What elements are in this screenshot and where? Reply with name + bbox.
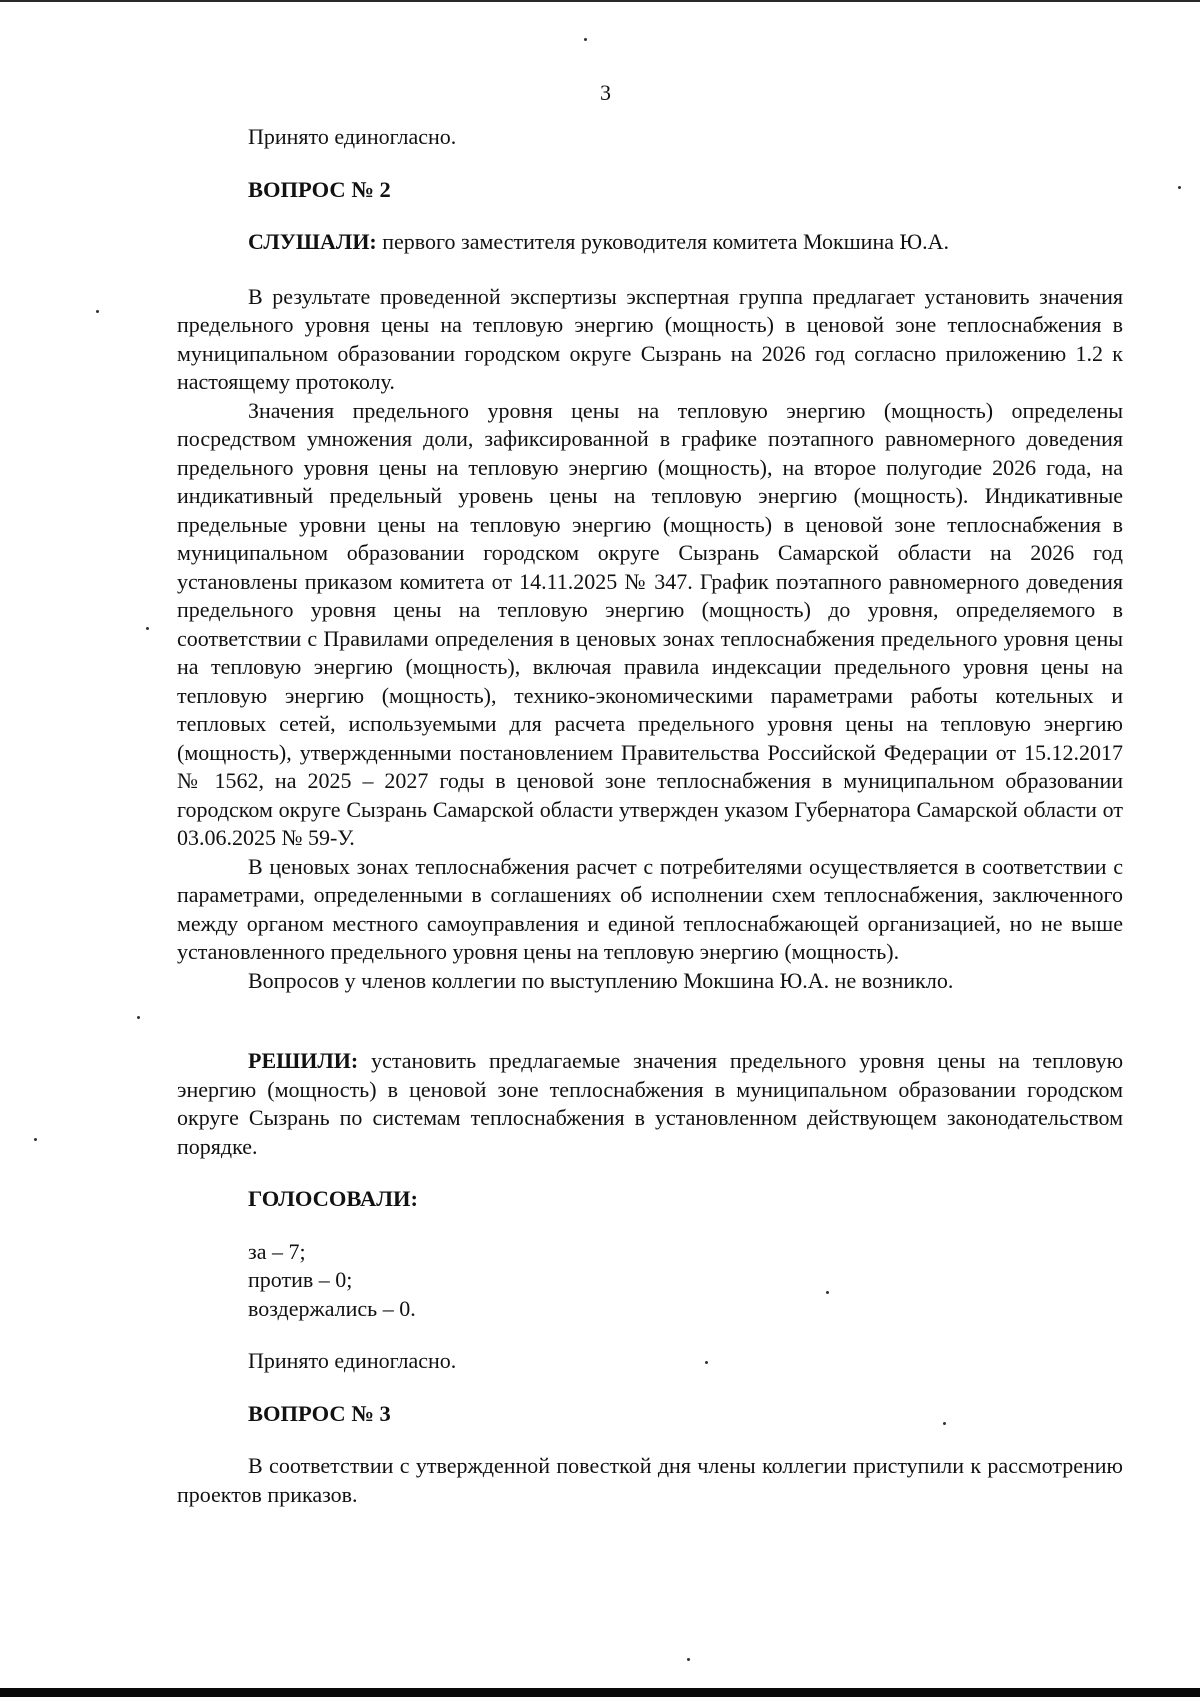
listened-text: первого заместителя руководителя комитета Мокшина Ю.А.	[382, 229, 949, 254]
decided-paragraph	[177, 1047, 1123, 1161]
scan-speck	[1178, 186, 1181, 189]
unanimous-note: Принято единогласно.	[248, 124, 457, 149]
scan-speck	[34, 1138, 37, 1141]
decided-text: установить предлагаемые значения предельного уровня цены на тепловую энергию (мощность) в ценовой зоне теплоснабжения в муниципальном образовании городском округе Сызрань по системам теплоснабжения в установленном действующем законодательством порядке.	[177, 1048, 1124, 1159]
listened-label: СЛУШАЛИ:	[248, 229, 377, 254]
paragraph-price-values: Значения предельного уровня цены на тепловую энергию (мощность) определены посредством умножения доли, зафиксированной в графике поэтапного равномерного доведения предельного уровня цены на тепловую энергию (мощность), на второе полугодие 2026 года, на индикативный предельный уровень цены на тепловую энергию (мощность). Индикативные предельные уровни цены на тепловую энергию (мощность) в ценовой зоне теплоснабжения в муниципальном образовании городском округе Сызрань Самарской области на 2026 год установлены приказом комитета от 14.11.2025 № 347. График поэтапного равномерного доведения предельного уровня цены на тепловую энергию (мощность) до уровня, определяемого в соответствии с Правилами определения в ценовых зонах теплоснабжения предельного уровня цены на тепловую энергию (мощность), включая правила индексации предельного уровня цены на тепловую энергию (мощность), технико-экономическими параметрами работы котельных и тепловых сетей, используемыми для расчета предельного уровня цены на тепловую энергию (мощность), утвержденными постановлением Правительства Российской Федерации от 15.12.2017 № 1562, на 2025 – 2027 годы в ценовой зоне теплоснабжения в муниципальном образовании городском округе Сызрань Самарской области утвержден указом Губернатора Самарской области от 03.06.2025 № 59-У.	[177, 397, 1123, 850]
vote-against: против – 0;	[248, 1267, 353, 1292]
scan-speck	[826, 1291, 829, 1294]
scan-speck	[146, 627, 149, 630]
question-2-heading: ВОПРОС № 2	[248, 176, 391, 202]
paragraph-no-questions: Вопросов у членов коллегии по выступлению Мокшина Ю.А. не возникло.	[248, 967, 954, 993]
scan-speck	[96, 310, 99, 313]
paragraph-settlement: В ценовых зонах теплоснабжения расчет с потребителями осуществляется в соответствии с параметрами, определенными в соглашениях об исполнении схем теплоснабжения, заключенного между органом местного самоуправления и единой теплоснабжающей организацией, но не выше установленного предельного уровня цены на тепловую энергию (мощность).	[177, 853, 1123, 964]
document-body	[177, 123, 1123, 1509]
unanimous-note-2: Принято единогласно.	[248, 1348, 457, 1373]
vote-for: за – 7;	[248, 1238, 306, 1264]
scan-speck	[137, 1016, 140, 1019]
voted-heading: ГОЛОСОВАЛИ:	[248, 1186, 419, 1211]
scan-speck	[943, 1422, 946, 1425]
scan-speck	[687, 1658, 690, 1661]
decided-label: РЕШИЛИ:	[248, 1048, 359, 1073]
vote-abstained: воздержались – 0.	[248, 1295, 416, 1321]
scan-edge-top	[0, 0, 1200, 2]
scan-speck	[584, 38, 587, 41]
question-3-heading: ВОПРОС № 3	[248, 1400, 391, 1426]
scan-speck	[705, 1361, 708, 1364]
listened-line	[177, 228, 1123, 257]
paragraph-agenda: В соответствии с утвержденной повесткой дня члены коллегии приступили к рассмотрению проектов приказов.	[177, 1453, 1123, 1507]
scan-edge-bottom	[0, 1688, 1200, 1697]
paragraph-expertise: В результате проведенной экспертизы экспертная группа предлагает установить значения предельного уровня цены на тепловую энергию (мощность) в ценовой зоне теплоснабжения в муниципальном образовании городском округе Сызрань на 2026 год согласно приложению 1.2 к настоящему протоколу.	[177, 283, 1123, 394]
